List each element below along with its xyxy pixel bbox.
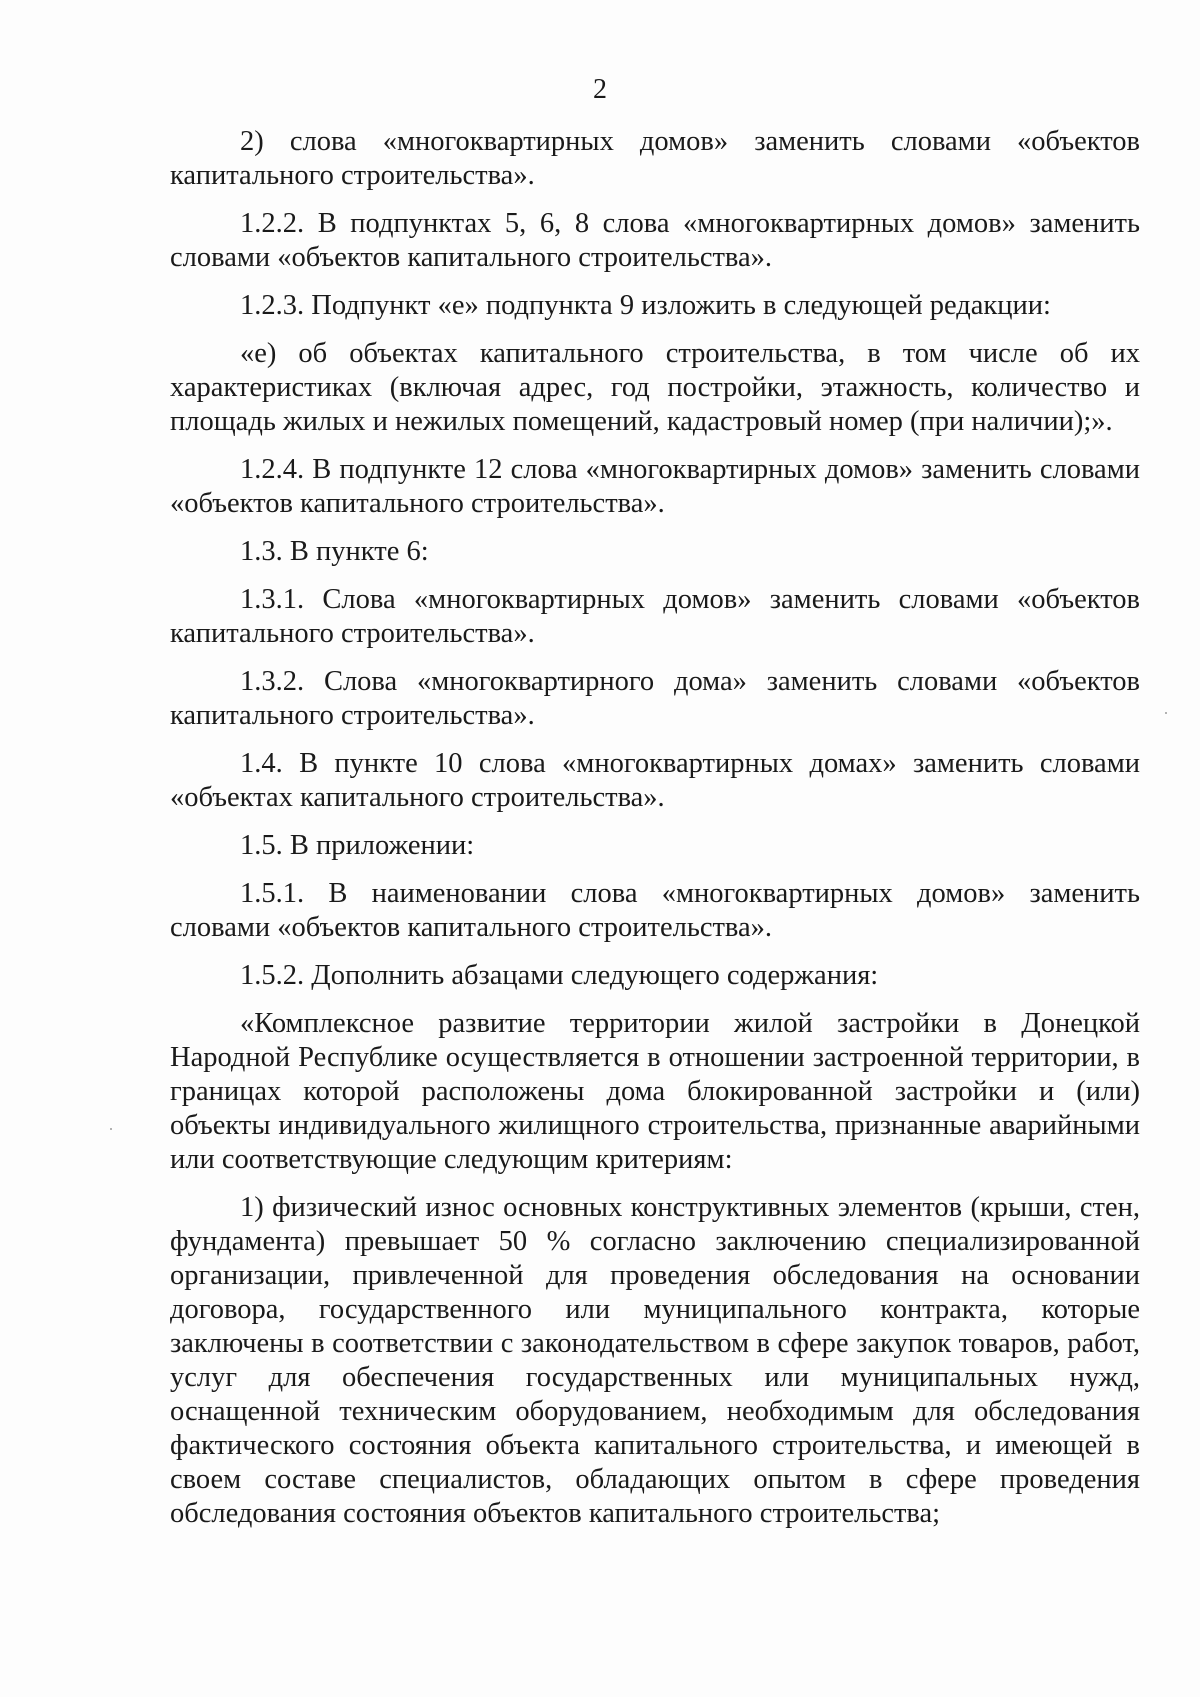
paragraph-1-3: 1.3. В пункте 6:	[240, 536, 429, 567]
paragraph-1-4: 1.4. В пункте 10 слова «многоквартирных домах» заменить словами «объектах капитального строительства».	[170, 748, 1140, 813]
paragraph-complex-development: «Комплексное развитие территории жилой застройки в Донецкой Народной Республике осуществляется в отношении застроенной территории, в границах которой расположены дома блокированной застройки и (или) объекты индивидуального жилищного строительства, признанные аварийными или соответствующие следующим критериям:	[170, 1008, 1140, 1175]
paragraph-criterion-1: 1) физический износ основных конструктивных элементов (крыши, стен, фундамента) превышает 50 % согласно заключению специализированной организации, привлеченной для проведения обследования на основании договора, государственного или муниципального контракта, которые заключены в соответствии с законодательством в сфере закупок товаров, работ, услуг для обеспечения государственных или муниципальных нужд, оснащенной техническим оборудованием, необходимым для обследования фактического состояния объекта капитального строительства, и имеющей в своем составе специалистов, обладающих опытом в сфере проведения обследования состояния объектов капитального строительства;	[170, 1192, 1140, 1529]
page-number: 2	[593, 74, 607, 105]
paragraph-1-2-2: 1.2.2. В подпунктах 5, 6, 8 слова «многоквартирных домов» заменить словами «объектов капитального строительства».	[170, 208, 1140, 273]
paragraph-1-3-1: 1.3.1. Слова «многоквартирных домов» заменить словами «объектов капитального строительства».	[170, 584, 1140, 649]
paragraph-1-2-3: 1.2.3. Подпункт «е» подпункта 9 изложить в следующей редакции:	[240, 290, 1051, 321]
paragraph-1-5-2: 1.5.2. Дополнить абзацами следующего содержания:	[240, 960, 879, 991]
paragraph-quote-e: «е) об объектах капитального строительства, в том числе об их характеристиках (включая адрес, год постройки, этажность, количество и площадь жилых и нежилых помещений, кадастровый номер (при наличии);».	[170, 338, 1140, 437]
paragraph-1: 2) слова «многоквартирных домов» заменить словами «объектов капитального строительства».	[170, 126, 1140, 191]
paragraph-1-3-2: 1.3.2. Слова «многоквартирного дома» заменить словами «объектов капитального строительства».	[170, 666, 1140, 731]
document-body	[170, 125, 1140, 1545]
paragraph-1-5: 1.5. В приложении:	[240, 830, 475, 861]
paragraph-1-2-4: 1.2.4. В подпункте 12 слова «многоквартирных домов» заменить словами «объектов капитального строительства».	[170, 454, 1140, 519]
scan-speck	[110, 1128, 112, 1130]
scan-speck	[1165, 712, 1167, 714]
paragraph-1-5-1: 1.5.1. В наименовании слова «многоквартирных домов» заменить словами «объектов капитального строительства».	[170, 878, 1140, 943]
